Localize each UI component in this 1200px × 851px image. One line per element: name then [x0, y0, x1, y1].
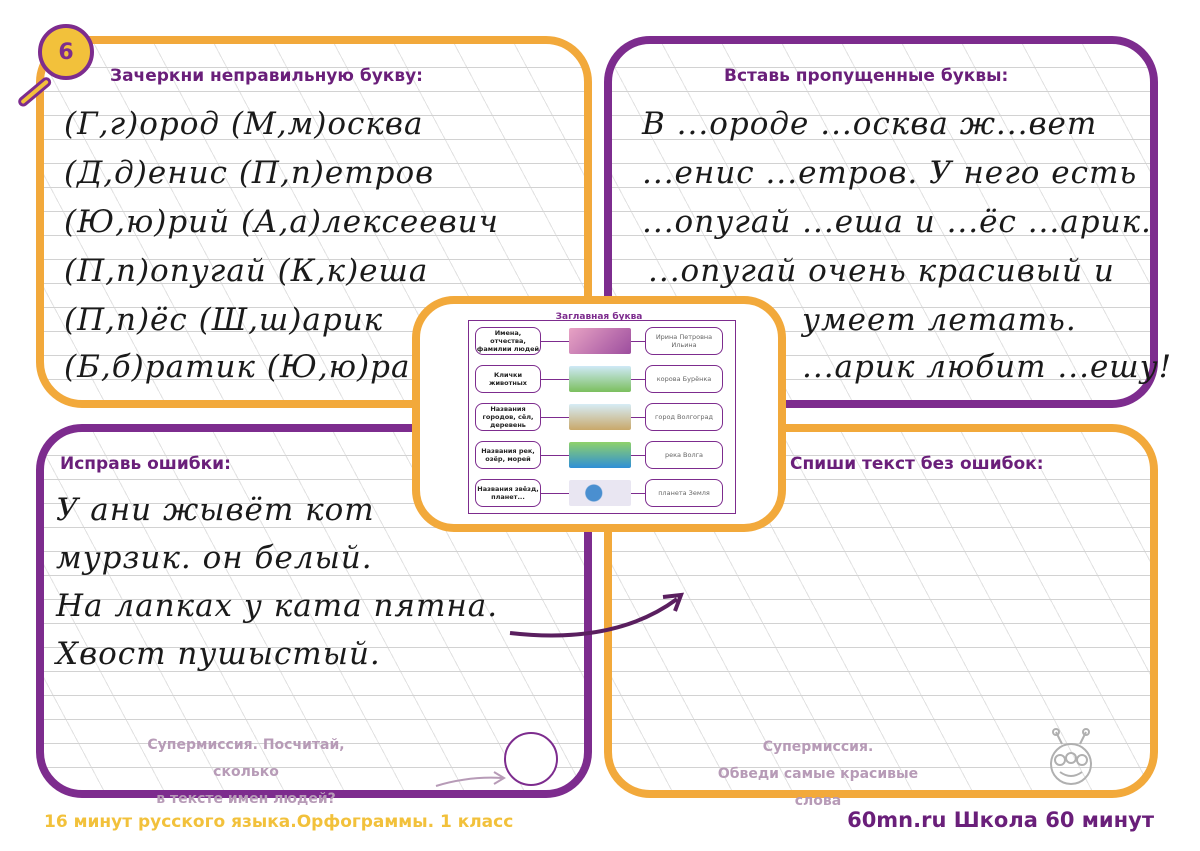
cross-out-line: (Ю,ю)рий (А,а)лексеевич	[64, 204, 499, 240]
city-picture	[569, 404, 631, 430]
cross-out-line: (П,п)ёс (Ш,ш)арик	[64, 302, 384, 338]
woman-picture	[569, 328, 631, 354]
card-row-example: Ирина Петровна Ильина	[645, 327, 723, 355]
arrow-to-copy-icon	[505, 585, 695, 645]
card-row-label: Имена, отчества, фамилии людей	[476, 329, 540, 353]
earth-picture	[569, 480, 631, 506]
mascot-icon	[1038, 728, 1104, 790]
cross-out-line: (Б,б)ратик (Ю,ю)ра	[64, 349, 411, 385]
fix-errors-title: Исправь ошибки:	[60, 454, 231, 474]
card-row-example: планета Земля	[645, 479, 723, 507]
supermission-beautiful-words: Супермиссия. Обведи самые красивые слова	[717, 739, 919, 809]
cross-out-line: (Г,г)ород (М,м)осква	[64, 106, 424, 142]
insert-letters-line: ...опугай ...еша и ...ёс ...арик.	[642, 204, 1152, 240]
insert-letters-line: умеет летать.	[802, 302, 1077, 338]
cross-out-title: Зачеркни неправильную букву:	[110, 66, 423, 86]
footer-site-name: 60mn.ru Школа 60 минут	[847, 808, 1154, 832]
card-row-example: корова Бурёнка	[645, 365, 723, 393]
insert-letters-line: ...опугай очень красивый и	[648, 253, 1115, 289]
card-row-label: Клички животных	[475, 365, 541, 393]
river-picture	[569, 442, 631, 468]
card-row-example: город Волгоград	[645, 403, 723, 431]
fix-errors-line: На лапках у ката пятна.	[56, 588, 499, 624]
arrow-to-circle-icon	[434, 762, 514, 792]
capital-letter-card	[412, 296, 786, 532]
fix-errors-line: Хвост пушыстый.	[56, 636, 381, 672]
cross-out-line: (П,п)опугай (К,к)еша	[64, 253, 429, 289]
fix-errors-line: У ани жывёт кот	[56, 492, 375, 528]
answer-circle[interactable]	[504, 732, 558, 786]
card-row-label: Названия рек, озёр, морей	[475, 441, 541, 469]
footer-course-title: 16 минут русского языка.Орфограммы. 1 класс	[44, 812, 514, 832]
card-title: Заглавная буква	[555, 312, 643, 322]
supermission-count: Супермиссия. Посчитай, сколько в тексте имен людей?	[147, 737, 345, 807]
insert-letters-line: В ...ороде ...осква ж...вет	[642, 106, 1098, 142]
page-number-badge: 6	[38, 24, 94, 80]
insert-letters-line: ...енис ...етров. У него есть	[642, 155, 1138, 191]
card-row-example: река Волга	[645, 441, 723, 469]
insert-letters-title: Вставь пропущенные буквы:	[724, 66, 1009, 86]
card-row-label: Названия звёзд, планет...	[475, 479, 541, 507]
card-row-label: Названия городов, сёл, деревень	[475, 403, 541, 431]
card-table	[468, 320, 736, 514]
fix-errors-line: мурзик. он белый.	[56, 540, 373, 576]
cross-out-line: (Д,д)енис (П,п)етров	[64, 155, 435, 191]
cow-picture	[569, 366, 631, 392]
copy-text-title: Спиши текст без ошибок:	[790, 454, 1044, 474]
insert-letters-line: ...арик любит ...ешу!	[802, 349, 1173, 385]
